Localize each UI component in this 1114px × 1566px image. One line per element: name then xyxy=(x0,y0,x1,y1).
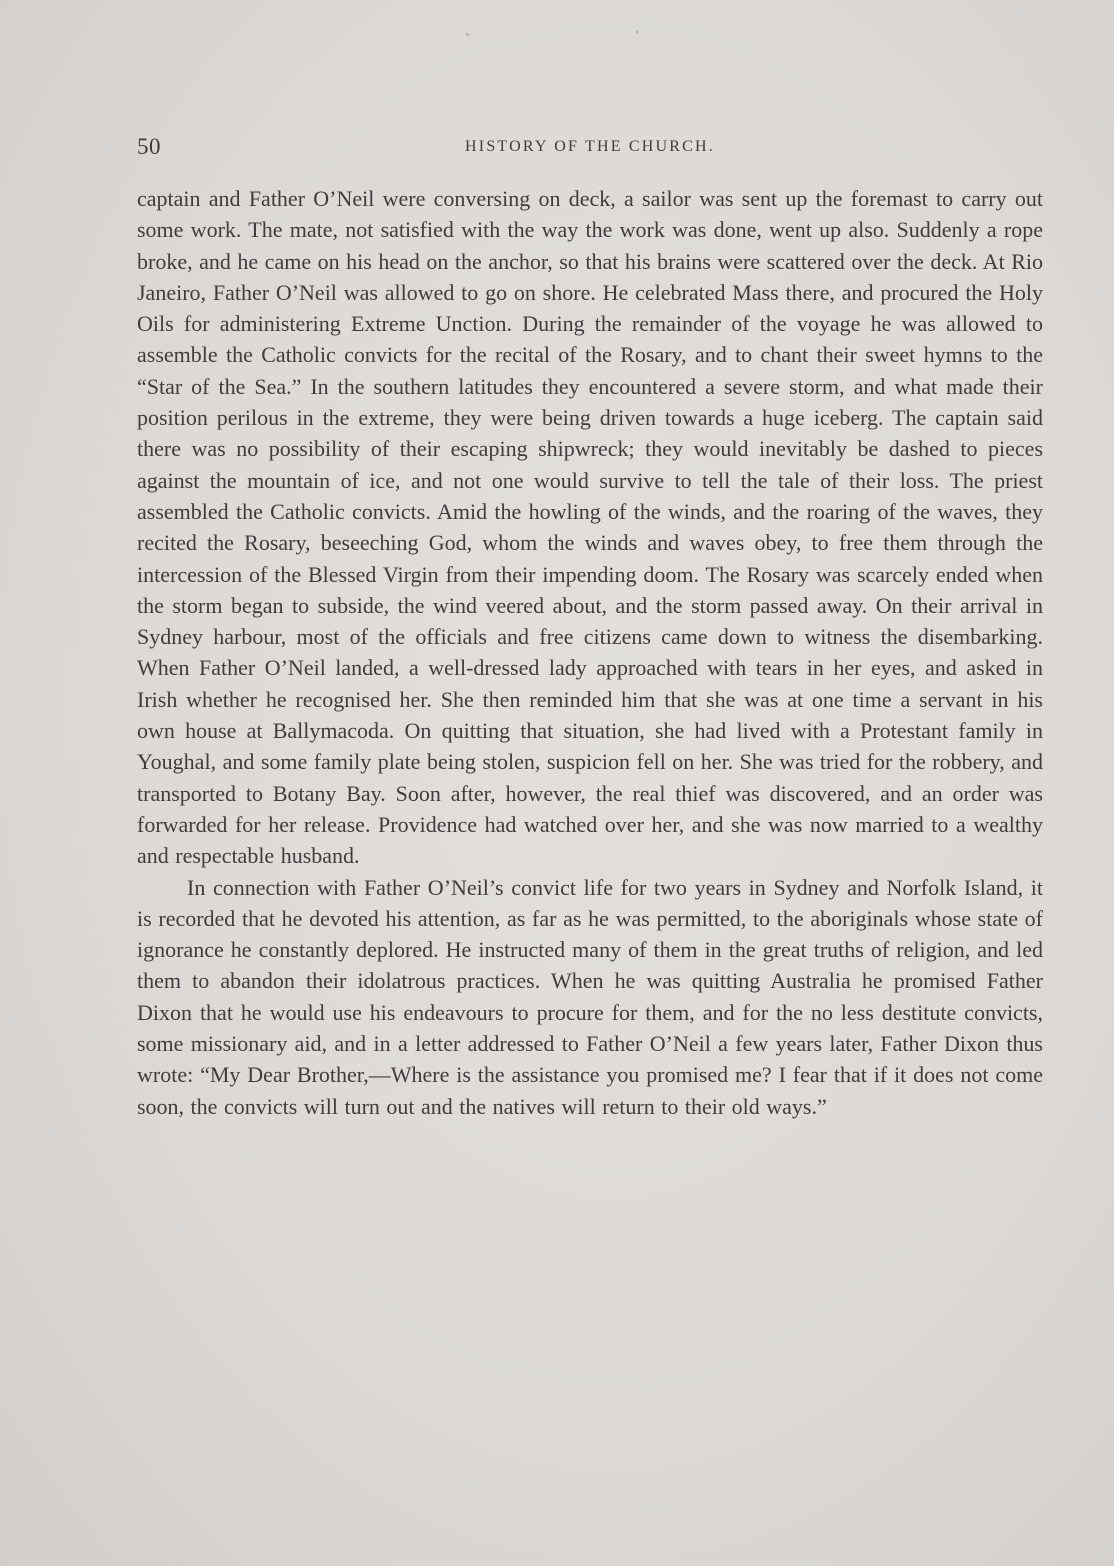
running-title: HISTORY OF THE CHURCH. xyxy=(465,138,715,155)
paper-speck xyxy=(636,30,638,34)
running-head xyxy=(137,134,1043,164)
paragraph: captain and Father O’Neil were conversing on deck, a sailor was sent up the foremast to carry out some work. The mate, not satisfied with the way the work was done, went up also. Suddenly a rope broke, and he came on his head on the anchor, so that his brains were scattered over the deck. At Rio Janeiro, Father O’Neil was allowed to go on shore. He celebrated Mass there, and procured the Holy Oils for administering Extreme Unction. During the remainder of the voyage he was allowed to assemble the Catholic convicts for the recital of the Rosary, and to chant their sweet hymns to the “Star of the Sea.” In the southern latitudes they encountered a severe storm, and what made their position perilous in the extreme, they were being driven towards a huge iceberg. The captain said there was no possibility of their escaping shipwreck; they would inevitably be dashed to pieces against the mountain of ice, and not one would survive to tell the tale of their loss. The priest assembled the Catholic convicts. Amid the howling of the winds, and the roaring of the waves, they recited the Rosary, beseeching God, whom the winds and waves obey, to free them through the intercession of the Blessed Virgin from their impending doom. The Rosary was scarcely ended when the storm began to subside, the wind veered about, and the storm passed away. On their arrival in Sydney harbour, most of the officials and free citizens came down to witness the disembarking. When Father O’Neil landed, a well-dressed lady approached with tears in her eyes, and asked in Irish whether he recognised her. She then reminded him that she was at one time a servant in his own house at Ballymacoda. On quitting that situation, she had lived with a Protestant family in Youghal, and some family plate being stolen, suspicion fell on her. She was tried for the robbery, and transported to Botany Bay. Soon after, however, the real thief was discovered, and an order was forwarded for her release. Providence had watched over her, and she was now married to a wealthy and respectable husband. xyxy=(137,186,1043,869)
body-text xyxy=(137,183,1043,1122)
paragraph: In connection with Father O’Neil’s convict life for two years in Sydney and Norfolk Island, it is recorded that he devoted his attention, as far as he was permitted, to the aboriginals whose state of ignorance he constantly deplored. He instructed many of them in the great truths of religion, and led them to abandon their idolatrous practices. When he was quitting Australia he promised Father Dixon that he would use his endeavours to procure for them, and for the no less destitute convicts, some missionary aid, and in a letter addressed to Father O’Neil a few years later, Father Dixon thus wrote: “My Dear Brother,—Where is the assistance you promised me? I fear that if it does not come soon, the convicts will turn out and the natives will return to their old ways.” xyxy=(137,874,1043,1119)
page-number: 50 xyxy=(137,134,161,159)
paper-speck xyxy=(466,33,469,36)
